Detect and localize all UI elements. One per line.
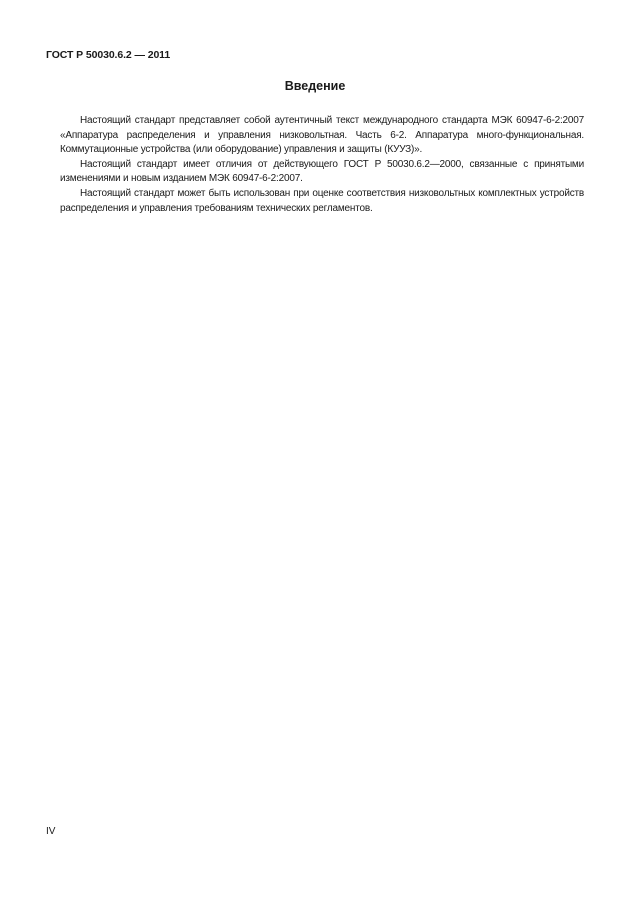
page-number: IV (46, 826, 56, 837)
section-title: Введение (284, 79, 346, 93)
paragraph-2: Настоящий стандарт имеет отличия от действующего ГОСТ Р 50030.6.2—2000, связанные с принятыми изменениями и новым изданием МЭК 60947-6-2:2007. (60, 158, 584, 185)
document-code-header: ГОСТ Р 50030.6.2 — 2011 (46, 49, 171, 61)
paragraph-1: Настоящий стандарт представляет собой аутентичный текст международного стандарта МЭК 60947-6-2:2007 «Аппаратура распределения и управления низковольтная. Часть 6-2. Аппаратура много-функциональная. Коммутационные устройства (или оборудование) управления и защиты (КУУЗ)». (60, 115, 584, 156)
section-body (60, 114, 584, 216)
paragraph-3: Настоящий стандарт может быть использован при оценке соответствия низковольтных комплектных устройств распределения и управления требованиям технических регламентов. (60, 187, 584, 214)
